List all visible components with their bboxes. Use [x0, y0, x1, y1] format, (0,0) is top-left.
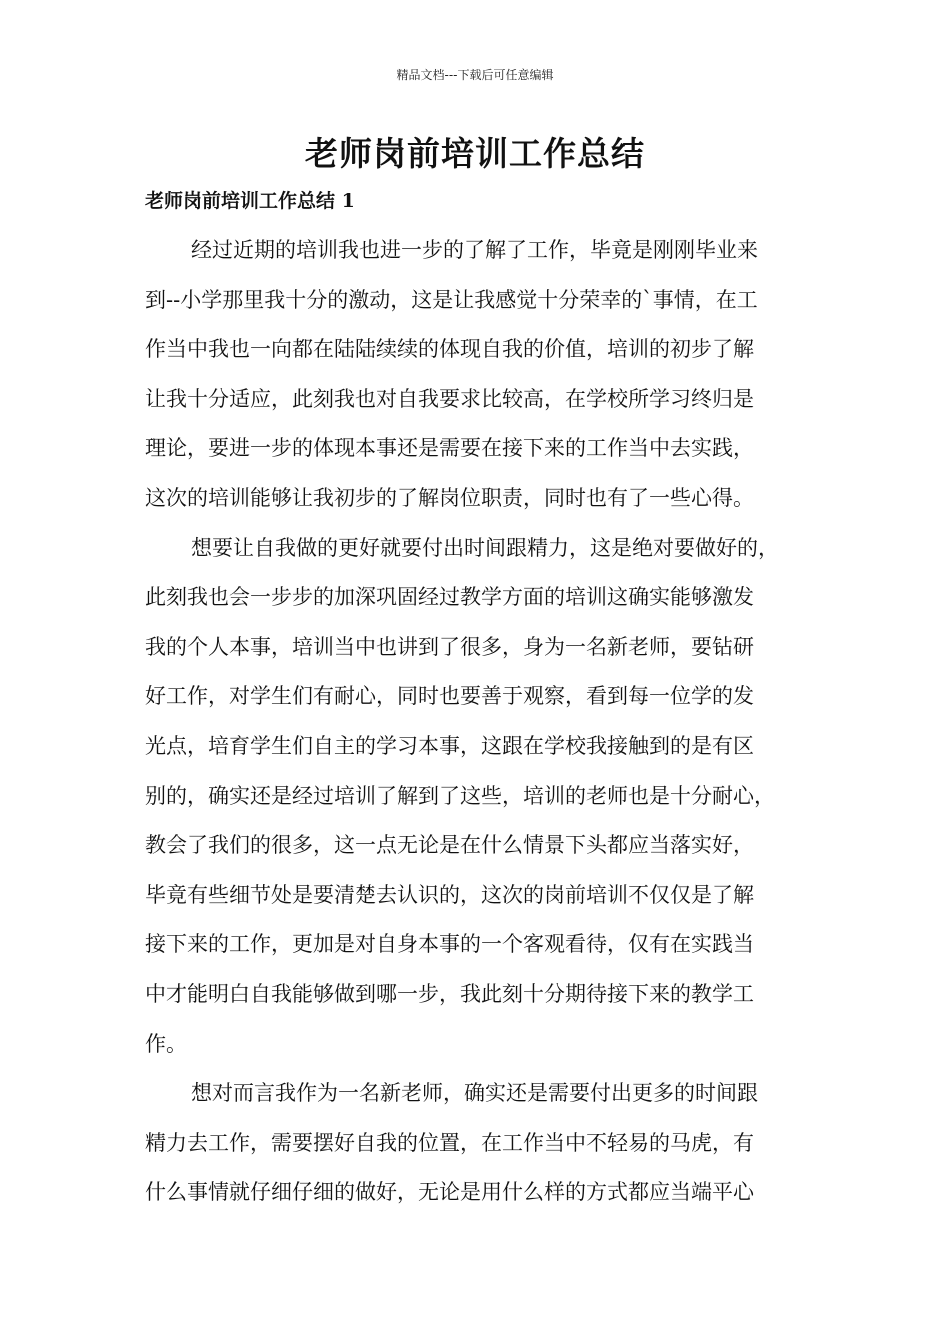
- text-line: 经过近期的培训我也进一步的了解了工作，毕竟是刚刚毕业来: [191, 238, 758, 262]
- paragraph-1: [145, 226, 815, 524]
- text-line: 教会了我们的很多，这一点无论是在什么情景下头都应当落实好，: [145, 833, 754, 858]
- section-heading: 老师岗前培训工作总结 1: [145, 190, 355, 212]
- text-line: 想要让自我做的更好就要付出时间跟精力，这是绝对要做好的，: [191, 535, 779, 560]
- paragraph-3: [145, 1069, 815, 1218]
- text-line: 接下来的工作，更加是对自身本事的一个客观看待，仅有在实践当: [145, 932, 754, 957]
- body-text: [145, 226, 815, 1218]
- document-title: 老师岗前培训工作总结: [305, 134, 645, 173]
- text-line: 什么事情就仔细仔细的做好，无论是用什么样的方式都应当端平心: [145, 1180, 754, 1205]
- text-line: 到--小学那里我十分的激动，这是让我感觉十分荣幸的`事情，在工: [145, 287, 758, 312]
- text-line: 我的个人本事，培训当中也讲到了很多，身为一名新老师，要钻研: [145, 634, 754, 659]
- text-line: 这次的培训能够让我初步的了解岗位职责，同时也有了一些心得。: [145, 485, 754, 510]
- text-line: 别的，确实还是经过培训了解到了这些，培训的老师也是十分耐心，: [145, 783, 775, 808]
- text-line: 毕竟有些细节处是要清楚去认识的，这次的岗前培训不仅仅是了解: [145, 882, 754, 907]
- text-line: 光点，培育学生们自主的学习本事，这跟在学校我接触到的是有区: [145, 733, 754, 758]
- text-line: 好工作，对学生们有耐心，同时也要善于观察，看到每一位学的发: [145, 684, 754, 709]
- text-line: 作当中我也一向都在陆陆续续的体现自我的价值，培训的初步了解: [145, 337, 754, 362]
- text-line: 中才能明白自我能够做到哪一步，我此刻十分期待接下来的教学工: [145, 981, 754, 1006]
- text-line: 此刻我也会一步步的加深巩固经过教学方面的培训这确实能够激发: [145, 585, 754, 610]
- text-line: 理论，要进一步的体现本事还是需要在接下来的工作当中去实践，: [145, 436, 754, 461]
- header-note: 精品文档---下载后可任意编辑: [396, 68, 554, 82]
- text-line: 精力去工作，需要摆好自我的位置，在工作当中不轻易的马虎，有: [145, 1130, 754, 1155]
- text-line: 想对而言我作为一名新老师，确实还是需要付出更多的时间跟: [191, 1081, 758, 1106]
- text-line: 作。: [145, 1031, 187, 1056]
- paragraph-2: [145, 524, 815, 1070]
- text-line: 让我十分适应，此刻我也对自我要求比较高，在学校所学习终归是: [145, 386, 754, 411]
